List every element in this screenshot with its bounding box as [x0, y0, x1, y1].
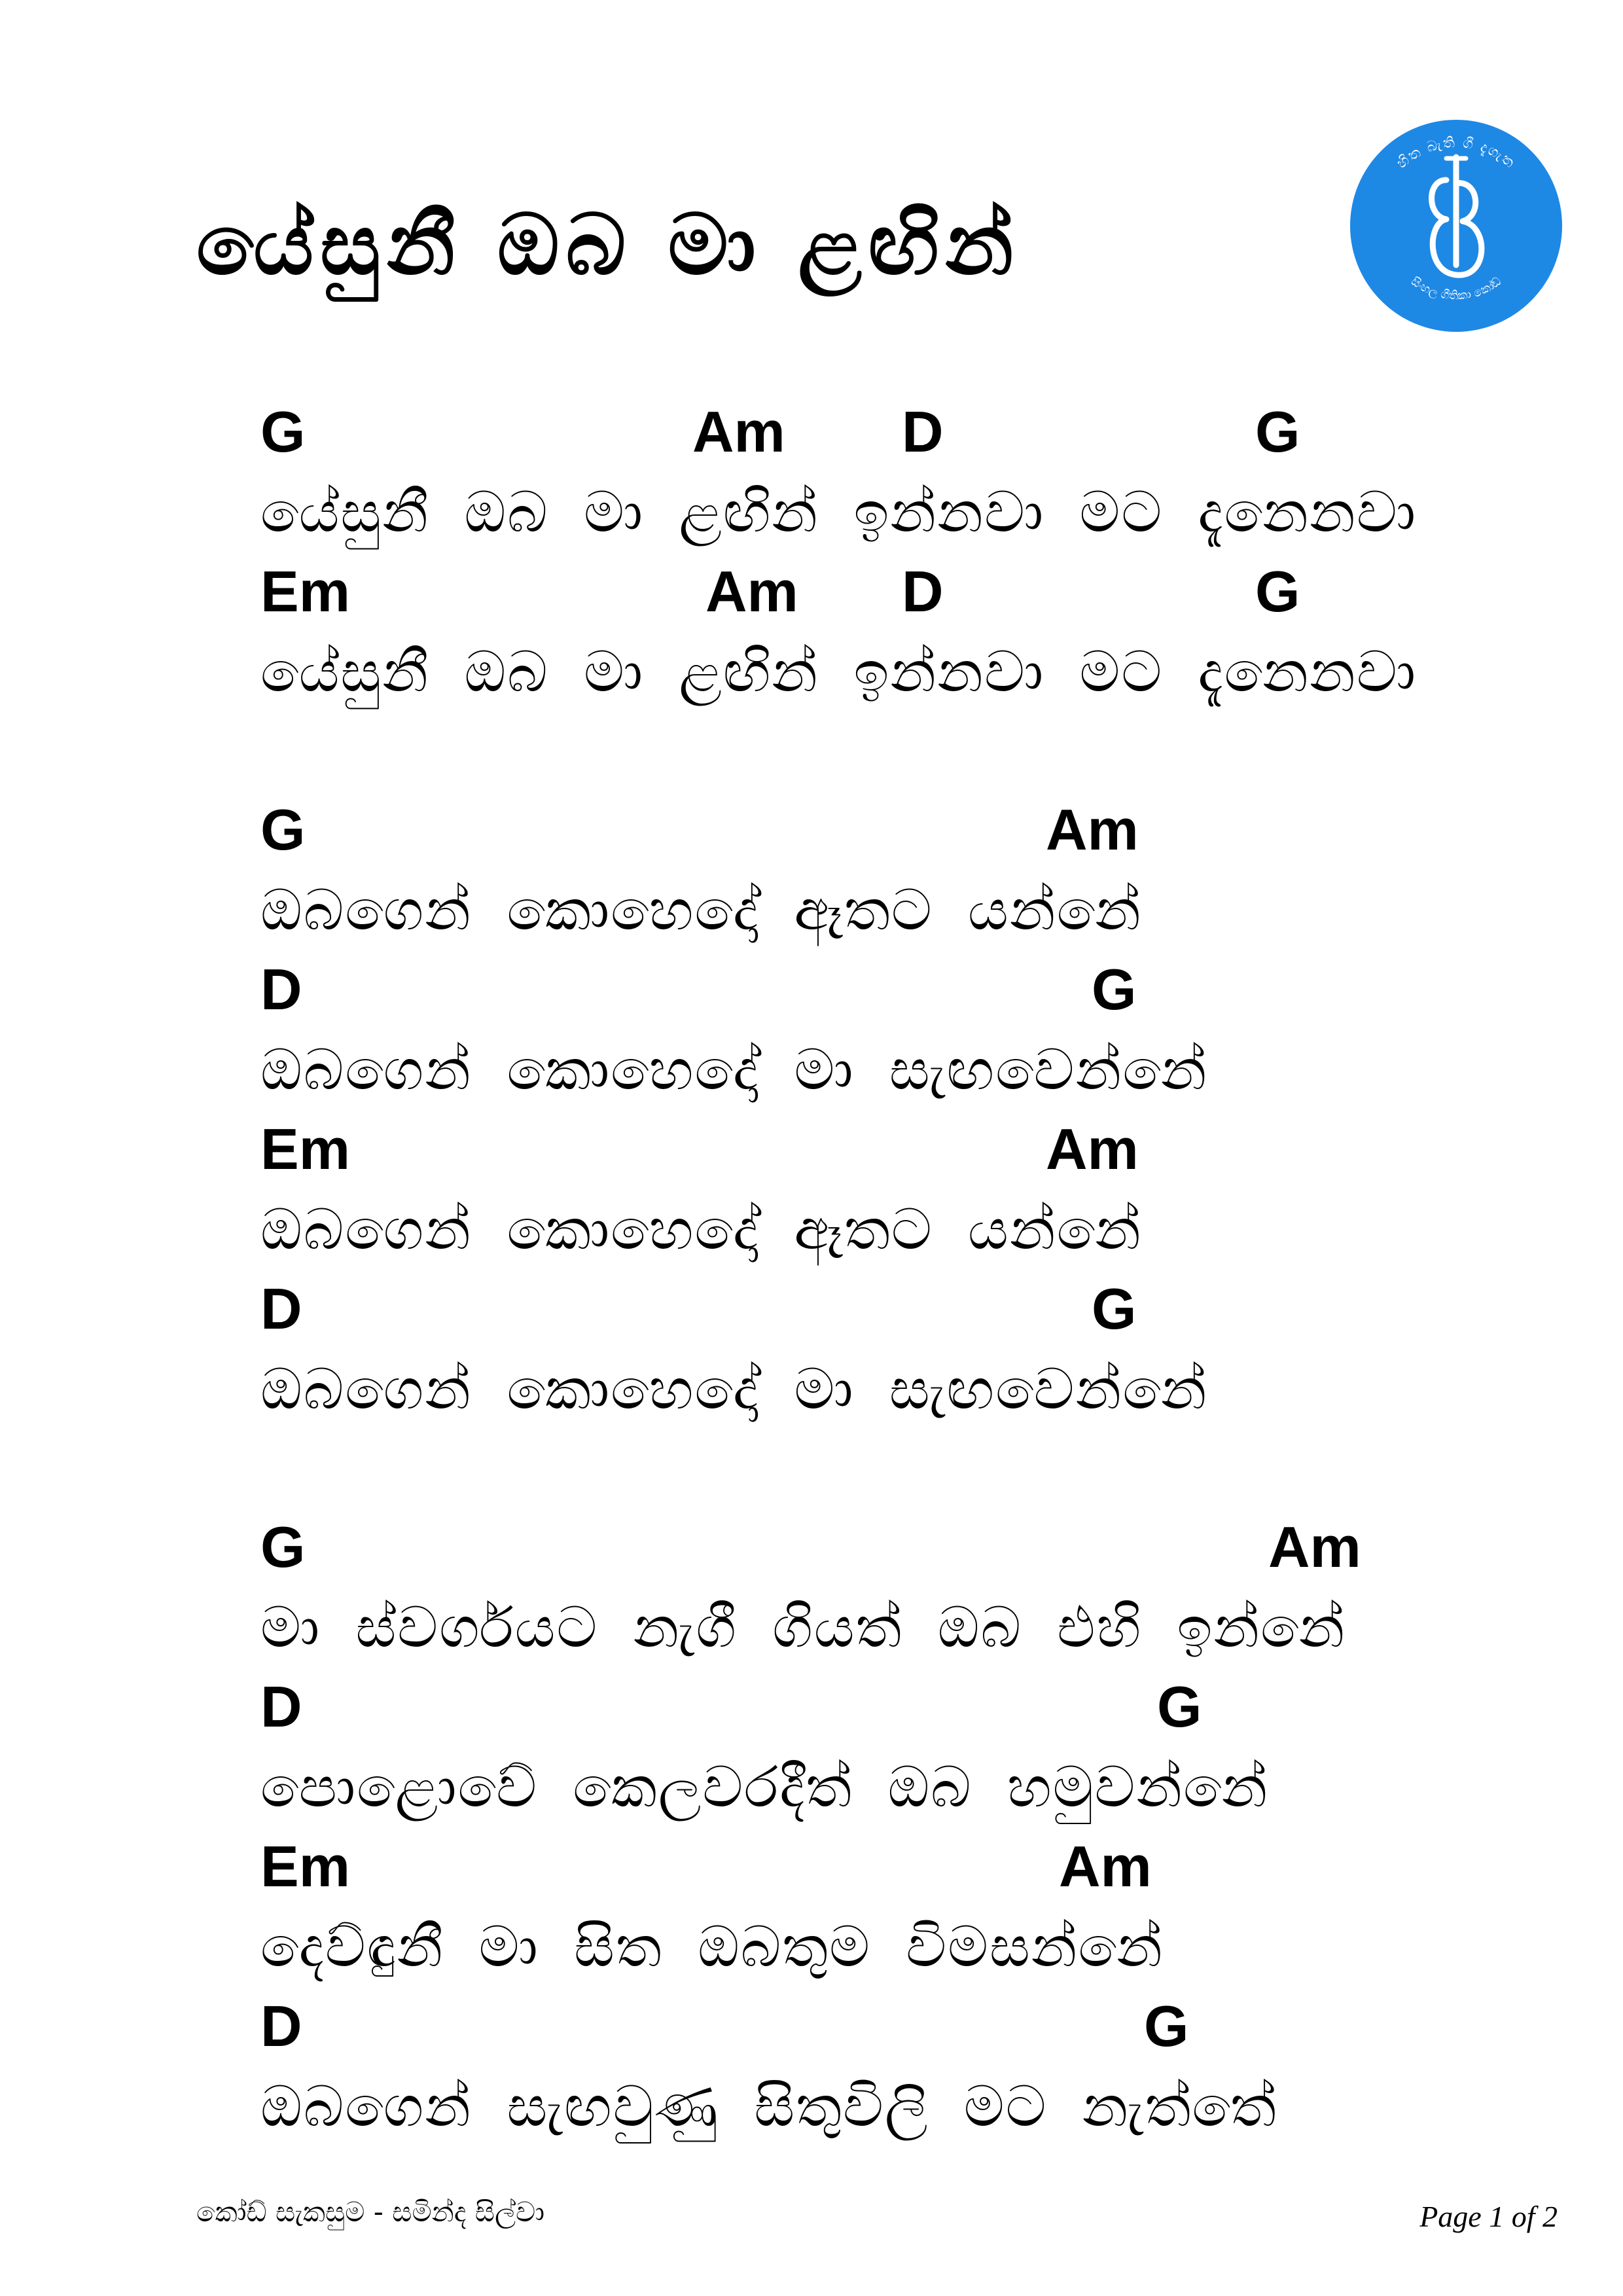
lyric-text: ඔබගෙන් කොහෙදෝ ඈතට යන්නේ [260, 1197, 1143, 1263]
chord: Am [705, 559, 798, 624]
lyric-text: ඔබගෙන් සැඟවුණු සිතුවිලි මට නැත්තේ [260, 2074, 1277, 2140]
lyrics-sheet [260, 393, 1537, 2147]
lyric-text: ඔබගෙන් කොහෙදෝ ඈතට යන්නේ [260, 878, 1143, 943]
lyric-line [260, 1508, 1537, 1668]
lyric-line [260, 791, 1537, 950]
lyric-text: යේසුනී ඔබ මා ළඟින් ඉන්නවා මට දැනෙනවා [260, 480, 1418, 545]
chord-row [260, 552, 1537, 632]
lyric-text: ඔබගෙන් කොහෙදෝ මා සැඟවෙන්නේ [260, 1037, 1208, 1103]
song-title: යේසුනී ඔබ මා ළඟින් [196, 196, 1020, 294]
chord: G [1092, 1276, 1137, 1341]
lyric-text: යේසුනී ඔබ මා ළඟින් ඉන්නවා මට දැනෙනවා [260, 639, 1418, 705]
chord: G [260, 399, 306, 464]
lyric-text: දෙව්ඳුනී මා සිත ඔබතුම විමසන්නේ [260, 1914, 1164, 1980]
chord: D [260, 1994, 302, 2058]
chord: Am [1059, 1834, 1152, 1899]
lyric-text: මා ස්වර්ගයට නැගී ගියත් ඔබ එහි ඉන්නේ [260, 1595, 1346, 1660]
lyric-line [260, 1110, 1537, 1270]
lyric-line [260, 1987, 1537, 2147]
lyric-line [260, 950, 1537, 1110]
lyric-line [260, 1270, 1537, 1429]
chord: Em [260, 1117, 350, 1181]
chord-row [260, 791, 1537, 870]
chord-row [260, 1987, 1537, 2067]
chord: G [1255, 559, 1300, 624]
chord: Am [1046, 1117, 1139, 1181]
lyric-line [260, 1827, 1537, 1987]
chord: Am [692, 399, 785, 464]
chord: D [260, 1276, 302, 1341]
chord-row [260, 1827, 1537, 1907]
logo-top-text: හිත බැති ගී දැගැත [1393, 134, 1519, 172]
chord: D [260, 1674, 302, 1739]
page-indicator: Page 1 of 2 [1419, 2200, 1558, 2233]
chord: G [1255, 399, 1300, 464]
chord-row [260, 950, 1537, 1030]
chord: G [1144, 1994, 1189, 2058]
lyric-text: පොළොවේ කෙලවරදීත් ඔබ හමුවන්නේ [260, 1755, 1269, 1820]
chord: Am [1268, 1515, 1361, 1579]
chord-row [260, 1110, 1537, 1190]
chord: D [260, 957, 302, 1022]
chord: Em [260, 559, 350, 624]
arranger-credit: කෝඩ් සැකසුම - සමින්ද සිල්වා [196, 2196, 545, 2228]
chord-row [260, 1668, 1537, 1748]
chord-row [260, 393, 1537, 473]
chord-row [260, 1270, 1537, 1350]
chord-row [260, 1508, 1537, 1588]
chord: G [1092, 957, 1137, 1022]
lyric-line [260, 393, 1537, 552]
lyric-line [260, 1668, 1537, 1827]
lyric-line [260, 552, 1537, 712]
chord: Am [1046, 797, 1139, 862]
logo-bottom-text: සිංහල ගීතිකා කෝඩ් [1408, 274, 1504, 303]
chord: G [260, 797, 306, 862]
chord: Em [260, 1834, 350, 1899]
site-logo [1348, 118, 1564, 334]
lyric-text: ඔබගෙන් කොහෙදෝ මා සැඟවෙන්නේ [260, 1357, 1208, 1422]
chord: D [902, 559, 944, 624]
chord: G [1157, 1674, 1202, 1739]
chord: D [902, 399, 944, 464]
chord: G [260, 1515, 306, 1579]
